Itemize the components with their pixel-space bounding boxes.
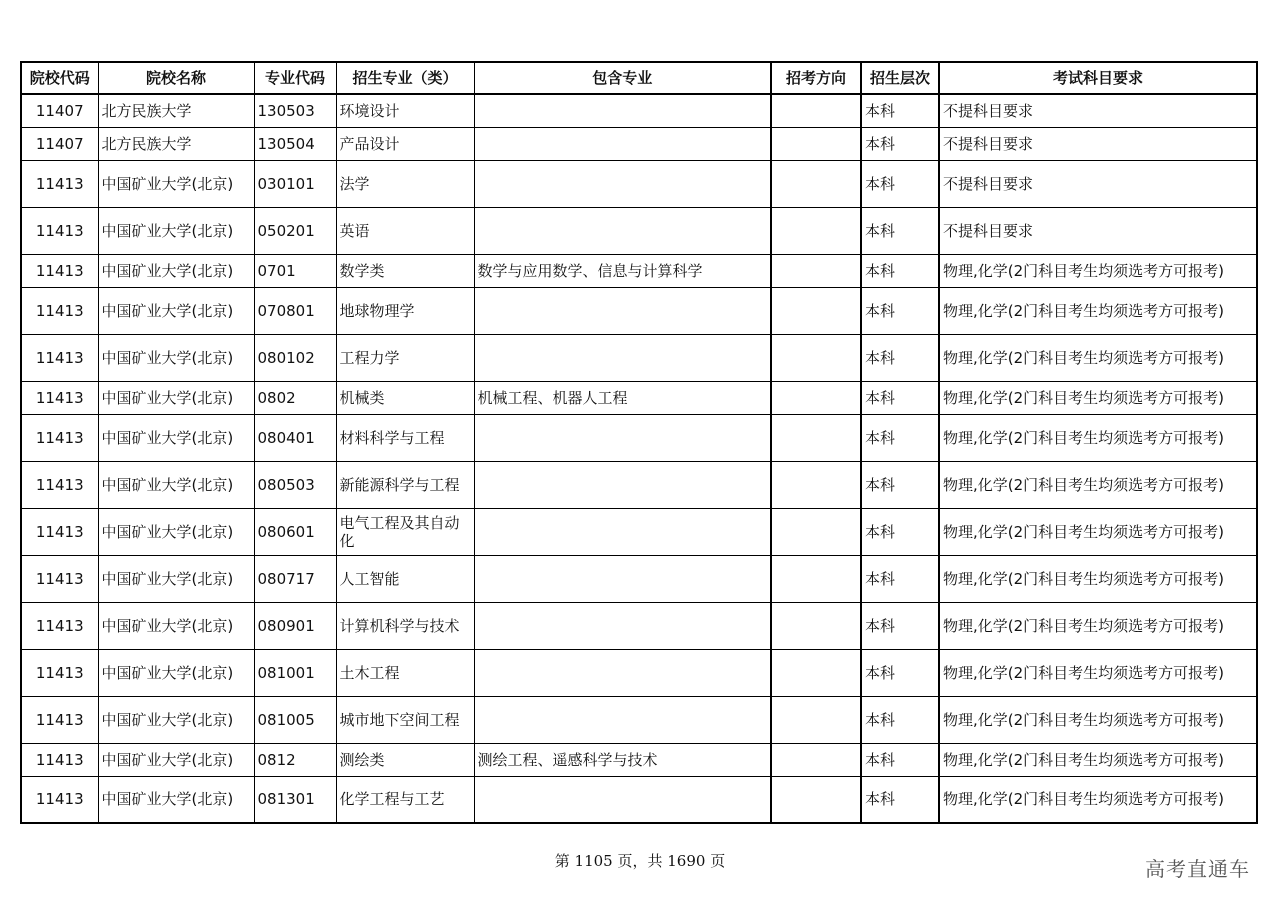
cell-school-code: 11413: [21, 254, 98, 287]
cell-major-code: 080401: [254, 414, 336, 461]
cell-included-majors: [474, 334, 771, 381]
cell-requirement: 不提科目要求: [939, 160, 1257, 207]
cell-requirement: 物理,化学(2门科目考生均须选考方可报考): [939, 696, 1257, 743]
cell-school-code: 11413: [21, 207, 98, 254]
cell-level: 本科: [861, 461, 939, 508]
cell-requirement: 物理,化学(2门科目考生均须选考方可报考): [939, 381, 1257, 414]
cell-included-majors: 机械工程、机器人工程: [474, 381, 771, 414]
cell-school-name: 中国矿业大学(北京): [98, 207, 254, 254]
cell-included-majors: [474, 414, 771, 461]
cell-requirement: 物理,化学(2门科目考生均须选考方可报考): [939, 743, 1257, 776]
cell-major-code: 080601: [254, 508, 336, 555]
cell-level: 本科: [861, 127, 939, 160]
table-row: [21, 743, 1257, 776]
cell-level: 本科: [861, 334, 939, 381]
cell-major: 人工智能: [336, 555, 474, 602]
cell-major-code: 0802: [254, 381, 336, 414]
table-row: [21, 649, 1257, 696]
cell-school-code: 11413: [21, 381, 98, 414]
cell-major-code: 130503: [254, 94, 336, 127]
cell-included-majors: [474, 508, 771, 555]
header-included-majors: 包含专业: [474, 62, 771, 94]
cell-requirement: 物理,化学(2门科目考生均须选考方可报考): [939, 555, 1257, 602]
watermark-text: 高考直通车: [1145, 857, 1250, 881]
cell-requirement: 不提科目要求: [939, 94, 1257, 127]
cell-major: 新能源科学与工程: [336, 461, 474, 508]
cell-included-majors: [474, 696, 771, 743]
cell-direction: [771, 555, 861, 602]
cell-school-name: 中国矿业大学(北京): [98, 381, 254, 414]
cell-level: 本科: [861, 94, 939, 127]
table-row: [21, 160, 1257, 207]
cell-direction: [771, 94, 861, 127]
cell-requirement: 物理,化学(2门科目考生均须选考方可报考): [939, 414, 1257, 461]
cell-requirement: 物理,化学(2门科目考生均须选考方可报考): [939, 254, 1257, 287]
cell-major: 计算机科学与技术: [336, 602, 474, 649]
cell-level: 本科: [861, 414, 939, 461]
cell-major-code: 081005: [254, 696, 336, 743]
cell-direction: [771, 508, 861, 555]
cell-direction: [771, 334, 861, 381]
cell-school-name: 中国矿业大学(北京): [98, 414, 254, 461]
cell-included-majors: [474, 94, 771, 127]
cell-school-code: 11413: [21, 602, 98, 649]
cell-major-code: 0701: [254, 254, 336, 287]
cell-major: 机械类: [336, 381, 474, 414]
cell-included-majors: [474, 776, 771, 823]
cell-major: 化学工程与工艺: [336, 776, 474, 823]
cell-school-code: 11413: [21, 160, 98, 207]
cell-major-code: 130504: [254, 127, 336, 160]
cell-school-name: 中国矿业大学(北京): [98, 602, 254, 649]
table-row: [21, 461, 1257, 508]
cell-requirement: 物理,化学(2门科目考生均须选考方可报考): [939, 287, 1257, 334]
admission-table: [20, 61, 1258, 824]
cell-included-majors: [474, 649, 771, 696]
table-row: [21, 381, 1257, 414]
cell-major: 环境设计: [336, 94, 474, 127]
cell-direction: [771, 696, 861, 743]
cell-school-code: 11413: [21, 414, 98, 461]
cell-direction: [771, 254, 861, 287]
cell-requirement: 物理,化学(2门科目考生均须选考方可报考): [939, 649, 1257, 696]
cell-major-code: 080102: [254, 334, 336, 381]
cell-level: 本科: [861, 602, 939, 649]
cell-school-name: 中国矿业大学(北京): [98, 649, 254, 696]
cell-major-code: 0812: [254, 743, 336, 776]
cell-level: 本科: [861, 254, 939, 287]
table-row: [21, 94, 1257, 127]
header-requirement: 考试科目要求: [939, 62, 1257, 94]
cell-school-name: 中国矿业大学(北京): [98, 555, 254, 602]
header-major-code: 专业代码: [254, 62, 336, 94]
cell-school-code: 11413: [21, 776, 98, 823]
cell-major-code: 070801: [254, 287, 336, 334]
cell-major: 地球物理学: [336, 287, 474, 334]
cell-school-code: 11413: [21, 461, 98, 508]
cell-major: 电气工程及其自动化: [336, 508, 474, 555]
cell-major: 英语: [336, 207, 474, 254]
cell-direction: [771, 127, 861, 160]
cell-included-majors: [474, 287, 771, 334]
cell-included-majors: [474, 555, 771, 602]
cell-included-majors: [474, 602, 771, 649]
cell-school-name: 中国矿业大学(北京): [98, 254, 254, 287]
cell-school-name: 中国矿业大学(北京): [98, 508, 254, 555]
cell-major: 土木工程: [336, 649, 474, 696]
cell-included-majors: [474, 461, 771, 508]
cell-major-code: 030101: [254, 160, 336, 207]
cell-direction: [771, 414, 861, 461]
table-row: [21, 254, 1257, 287]
cell-school-name: 中国矿业大学(北京): [98, 461, 254, 508]
cell-school-name: 中国矿业大学(北京): [98, 743, 254, 776]
header-major: 招生专业（类）: [336, 62, 474, 94]
cell-level: 本科: [861, 743, 939, 776]
table-row: [21, 287, 1257, 334]
cell-major: 数学类: [336, 254, 474, 287]
cell-school-name: 北方民族大学: [98, 94, 254, 127]
cell-requirement: 物理,化学(2门科目考生均须选考方可报考): [939, 602, 1257, 649]
cell-school-name: 中国矿业大学(北京): [98, 696, 254, 743]
cell-major-code: 081001: [254, 649, 336, 696]
cell-level: 本科: [861, 207, 939, 254]
cell-requirement: 物理,化学(2门科目考生均须选考方可报考): [939, 776, 1257, 823]
header-school-code: 院校代码: [21, 62, 98, 94]
cell-school-name: 中国矿业大学(北京): [98, 334, 254, 381]
cell-level: 本科: [861, 160, 939, 207]
cell-major-code: 080901: [254, 602, 336, 649]
cell-major-code: 080503: [254, 461, 336, 508]
cell-included-majors: [474, 207, 771, 254]
cell-school-name: 中国矿业大学(北京): [98, 287, 254, 334]
header-direction: 招考方向: [771, 62, 861, 94]
cell-major: 法学: [336, 160, 474, 207]
table-header-row: [21, 62, 1257, 94]
cell-school-code: 11407: [21, 94, 98, 127]
table-row: [21, 334, 1257, 381]
cell-direction: [771, 776, 861, 823]
table-row: [21, 696, 1257, 743]
header-level: 招生层次: [861, 62, 939, 94]
cell-direction: [771, 649, 861, 696]
cell-school-code: 11413: [21, 696, 98, 743]
cell-major-code: 080717: [254, 555, 336, 602]
cell-school-code: 11413: [21, 649, 98, 696]
cell-major: 城市地下空间工程: [336, 696, 474, 743]
cell-school-code: 11413: [21, 508, 98, 555]
cell-included-majors: 测绘工程、遥感科学与技术: [474, 743, 771, 776]
cell-level: 本科: [861, 555, 939, 602]
cell-direction: [771, 743, 861, 776]
cell-included-majors: [474, 160, 771, 207]
cell-school-code: 11413: [21, 743, 98, 776]
cell-level: 本科: [861, 776, 939, 823]
table-row: [21, 207, 1257, 254]
table-body: [21, 94, 1257, 823]
cell-level: 本科: [861, 508, 939, 555]
cell-major: 工程力学: [336, 334, 474, 381]
cell-major-code: 050201: [254, 207, 336, 254]
table-row: [21, 508, 1257, 555]
cell-level: 本科: [861, 381, 939, 414]
cell-major: 测绘类: [336, 743, 474, 776]
cell-school-code: 11413: [21, 287, 98, 334]
cell-requirement: 不提科目要求: [939, 207, 1257, 254]
cell-direction: [771, 160, 861, 207]
cell-school-code: 11413: [21, 334, 98, 381]
cell-direction: [771, 602, 861, 649]
cell-requirement: 物理,化学(2门科目考生均须选考方可报考): [939, 334, 1257, 381]
cell-direction: [771, 381, 861, 414]
table-row: [21, 776, 1257, 823]
cell-school-name: 中国矿业大学(北京): [98, 160, 254, 207]
cell-included-majors: 数学与应用数学、信息与计算科学: [474, 254, 771, 287]
cell-school-code: 11407: [21, 127, 98, 160]
cell-level: 本科: [861, 696, 939, 743]
cell-major-code: 081301: [254, 776, 336, 823]
cell-major: 产品设计: [336, 127, 474, 160]
cell-direction: [771, 207, 861, 254]
cell-school-code: 11413: [21, 555, 98, 602]
table-row: [21, 602, 1257, 649]
cell-requirement: 物理,化学(2门科目考生均须选考方可报考): [939, 461, 1257, 508]
cell-direction: [771, 461, 861, 508]
header-school-name: 院校名称: [98, 62, 254, 94]
page-number: 第 1105 页，共 1690 页: [554, 852, 726, 870]
table-row: [21, 555, 1257, 602]
cell-level: 本科: [861, 649, 939, 696]
cell-direction: [771, 287, 861, 334]
cell-requirement: 不提科目要求: [939, 127, 1257, 160]
cell-school-name: 北方民族大学: [98, 127, 254, 160]
table-row: [21, 127, 1257, 160]
cell-school-name: 中国矿业大学(北京): [98, 776, 254, 823]
cell-requirement: 物理,化学(2门科目考生均须选考方可报考): [939, 508, 1257, 555]
cell-major: 材料科学与工程: [336, 414, 474, 461]
cell-level: 本科: [861, 287, 939, 334]
table-row: [21, 414, 1257, 461]
cell-included-majors: [474, 127, 771, 160]
